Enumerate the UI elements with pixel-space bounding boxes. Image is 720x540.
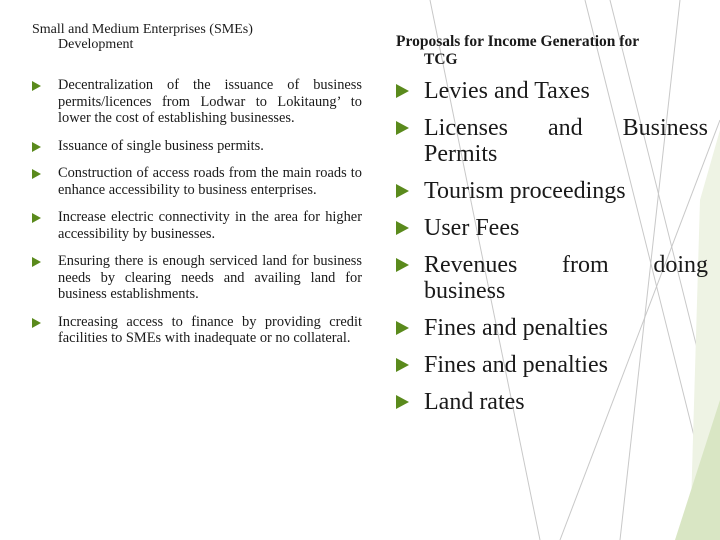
triangle-bullet-icon xyxy=(32,81,41,91)
triangle-bullet-icon xyxy=(32,257,41,267)
income-bullet-item xyxy=(396,252,708,304)
triangle-bullet-icon xyxy=(396,321,409,335)
income-title-line2: TCG xyxy=(424,51,458,68)
triangle-bullet-icon xyxy=(396,121,409,135)
sme-bullet-item xyxy=(32,138,362,155)
income-bullet-text: Levies and Taxes xyxy=(424,78,590,104)
income-section-title xyxy=(396,33,708,69)
income-bullet-item xyxy=(396,315,708,341)
income-bullet-text: Land rates xyxy=(424,389,525,415)
sme-bullet-text: Construction of access roads from the main roads to enhance accessibility to business enterprises. xyxy=(58,165,362,198)
triangle-bullet-icon xyxy=(32,169,41,179)
sme-bullet-text: Issuance of single business permits. xyxy=(58,137,264,154)
triangle-bullet-icon xyxy=(396,184,409,198)
sme-bullet-item xyxy=(32,77,362,127)
triangle-bullet-icon xyxy=(396,395,409,409)
sme-bullet-item xyxy=(32,209,362,242)
sme-bullet-item xyxy=(32,253,362,303)
sme-bullet-item xyxy=(32,314,362,347)
income-bullet-item xyxy=(396,115,708,167)
triangle-bullet-icon xyxy=(32,142,41,152)
sme-title-line1: Small and Medium Enterprises (SMEs) xyxy=(32,22,253,37)
income-bullet-item xyxy=(396,215,708,241)
triangle-bullet-icon xyxy=(32,213,41,223)
triangle-bullet-icon xyxy=(396,258,409,272)
triangle-bullet-icon xyxy=(396,221,409,235)
sme-bullet-text: Ensuring there is enough serviced land for business needs by clearing needs and availing land for business establishments. xyxy=(58,253,362,302)
sme-bullet-text: Decentralization of the issuance of business permits/licences from Lodwar to Lokitaung’ to lower the cost of establishing businesses. xyxy=(58,77,362,126)
sme-bullet-item xyxy=(32,165,362,198)
income-bullet-text: Tourism proceedings xyxy=(424,178,626,204)
income-bullet-text: Fines and penalties xyxy=(424,352,608,378)
sme-section-title xyxy=(32,22,362,52)
income-bullet-text: Revenues from doing business xyxy=(424,252,708,304)
triangle-bullet-icon xyxy=(396,358,409,372)
income-bullet-text: Fines and penalties xyxy=(424,315,608,341)
sme-title-line2: Development xyxy=(58,37,134,52)
triangle-bullet-icon xyxy=(32,318,41,328)
left-column xyxy=(32,22,362,358)
income-bullet-item xyxy=(396,389,708,415)
triangle-bullet-icon xyxy=(396,84,409,98)
sme-bullet-text: Increase electric connectivity in the area for higher accessibility by businesses. xyxy=(58,209,362,242)
sme-bullet-text: Increasing access to finance by providing credit facilities to SMEs with inadequate or no collateral. xyxy=(58,313,362,346)
right-column xyxy=(396,33,708,426)
income-bullet-item xyxy=(396,178,708,204)
income-title-line1: Proposals for Income Generation for xyxy=(396,33,640,50)
income-bullet-text: Licenses and Business Permits xyxy=(424,115,708,167)
income-bullet-item xyxy=(396,352,708,378)
income-bullet-item xyxy=(396,78,708,104)
income-bullet-text: User Fees xyxy=(424,215,520,241)
